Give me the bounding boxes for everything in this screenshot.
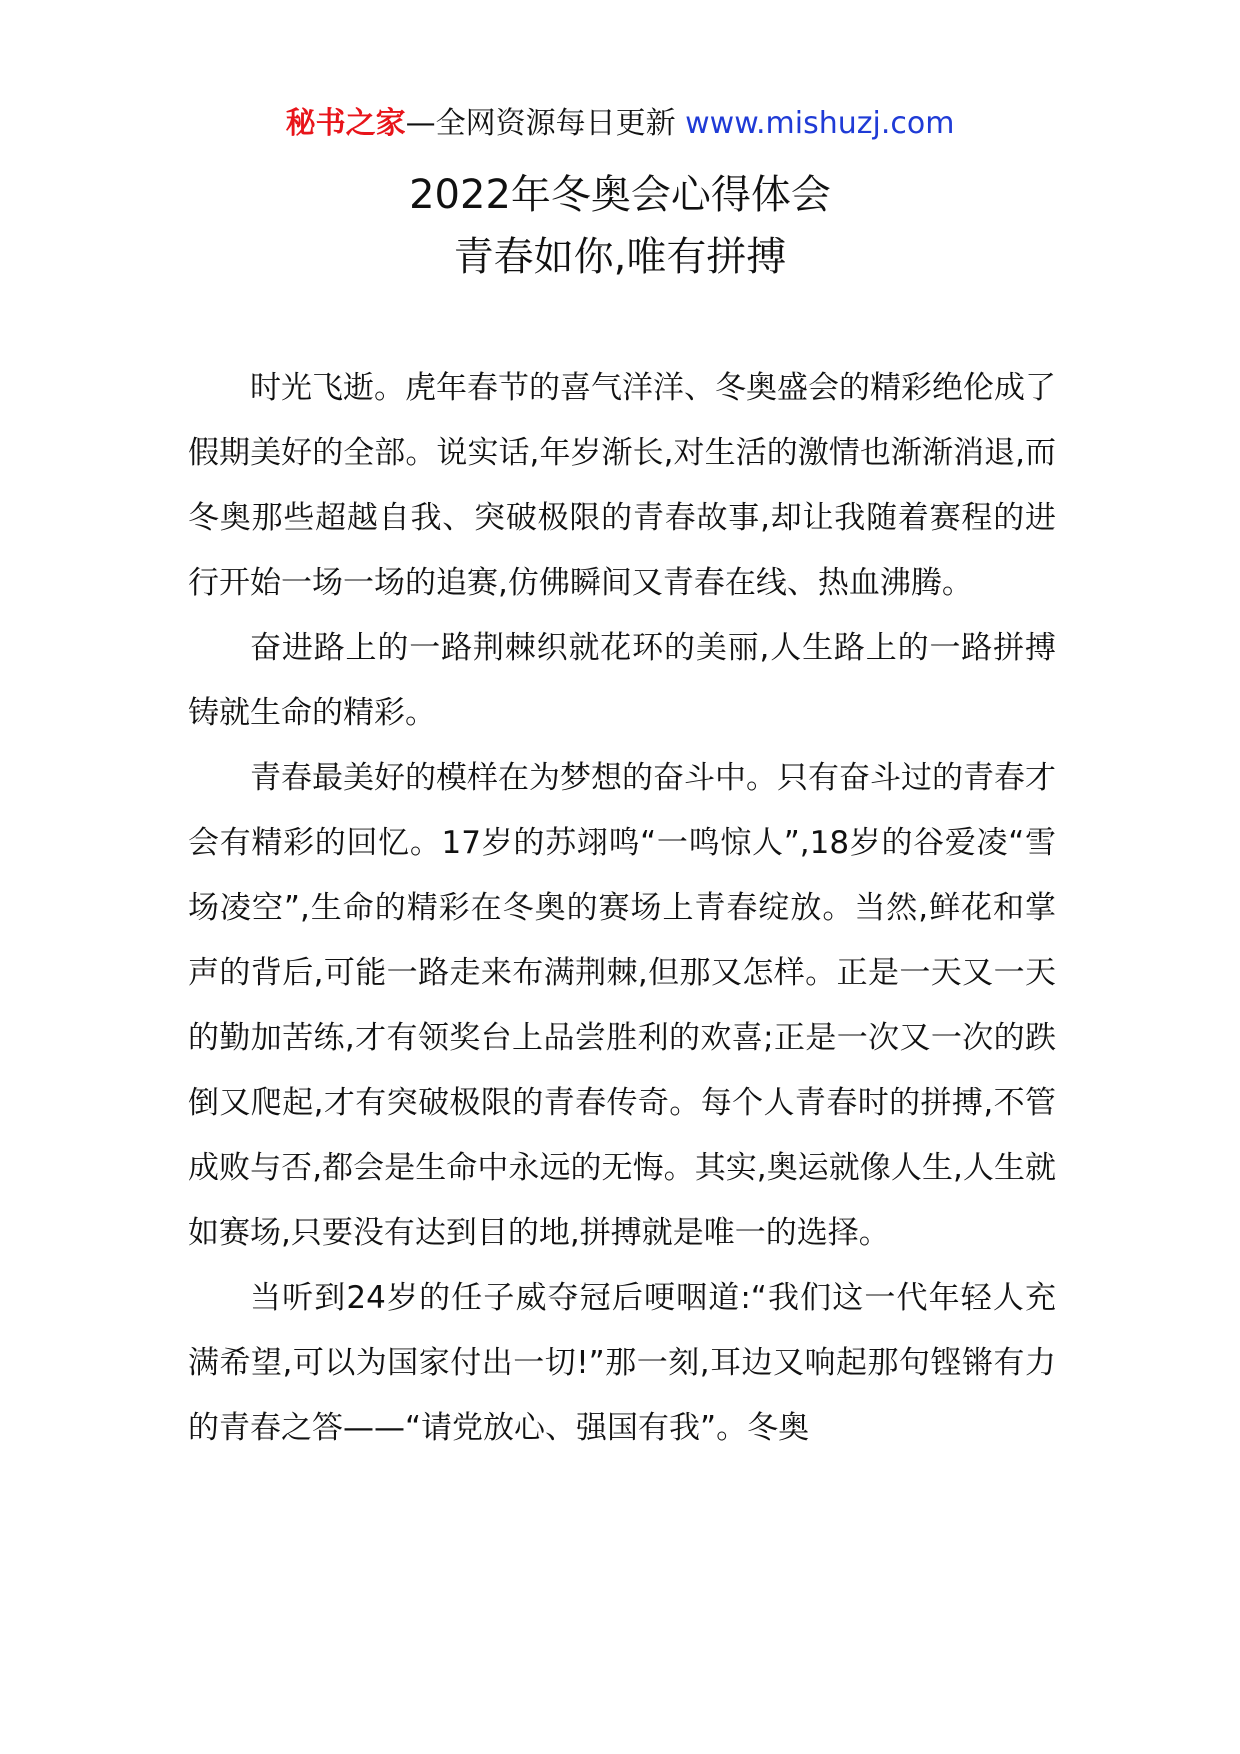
brand-name: 秘书之家 — [285, 106, 406, 141]
document-subtitle: 青春如你,唯有拼搏 — [453, 234, 787, 280]
document-title: 2022年冬奥会心得体会 — [409, 172, 831, 218]
paragraph: 奋进路上的一路荆棘织就花环的美丽,人生路上的一路拼搏铸就生命的精彩。 — [188, 630, 1056, 731]
paragraph: 青春最美好的模样在为梦想的奋斗中。只有奋斗过的青春才会有精彩的回忆。17岁的苏翊鸣“一鸣惊人”,18岁的谷爱凌“雪场凌空”,生命的精彩在冬奥的赛场上青春绽放。当然,鲜花和掌声的背后,可能一路走来布满荆棘,但那又怎样。正是一天又一天的勤加苦练,才有领奖台上品尝胜利的欢喜;正是一次又一次的跌倒又爬起,才有突破极限的青春传奇。每个人青春时的拼搏,不管成败与否,都会是生命中永远的无悔。其实,奥运就像人生,人生就如赛场,只要没有达到目的地,拼搏就是唯一的选择。 — [188, 760, 1056, 1251]
header-tagline: —全网资源每日更新 — [405, 106, 676, 141]
document-body — [188, 356, 1056, 1461]
site-url-link[interactable]: www.mishuzj.com — [685, 106, 955, 141]
paragraph: 当听到24岁的任子威夺冠后哽咽道:“我们这一代年轻人充满希望,可以为国家付出一切!”那一刻,耳边又响起那句铿锵有力的青春之答——“请党放心、强国有我”。冬奥 — [188, 1280, 1056, 1446]
header-banner — [0, 104, 1240, 144]
paragraph: 时光飞逝。虎年春节的喜气洋洋、冬奥盛会的精彩绝伦成了假期美好的全部。说实话,年岁渐长,对生活的激情也渐渐消退,而冬奥那些超越自我、突破极限的青春故事,却让我随着赛程的进行开始一场一场的追赛,仿佛瞬间又青春在线、热血沸腾。 — [188, 370, 1056, 601]
